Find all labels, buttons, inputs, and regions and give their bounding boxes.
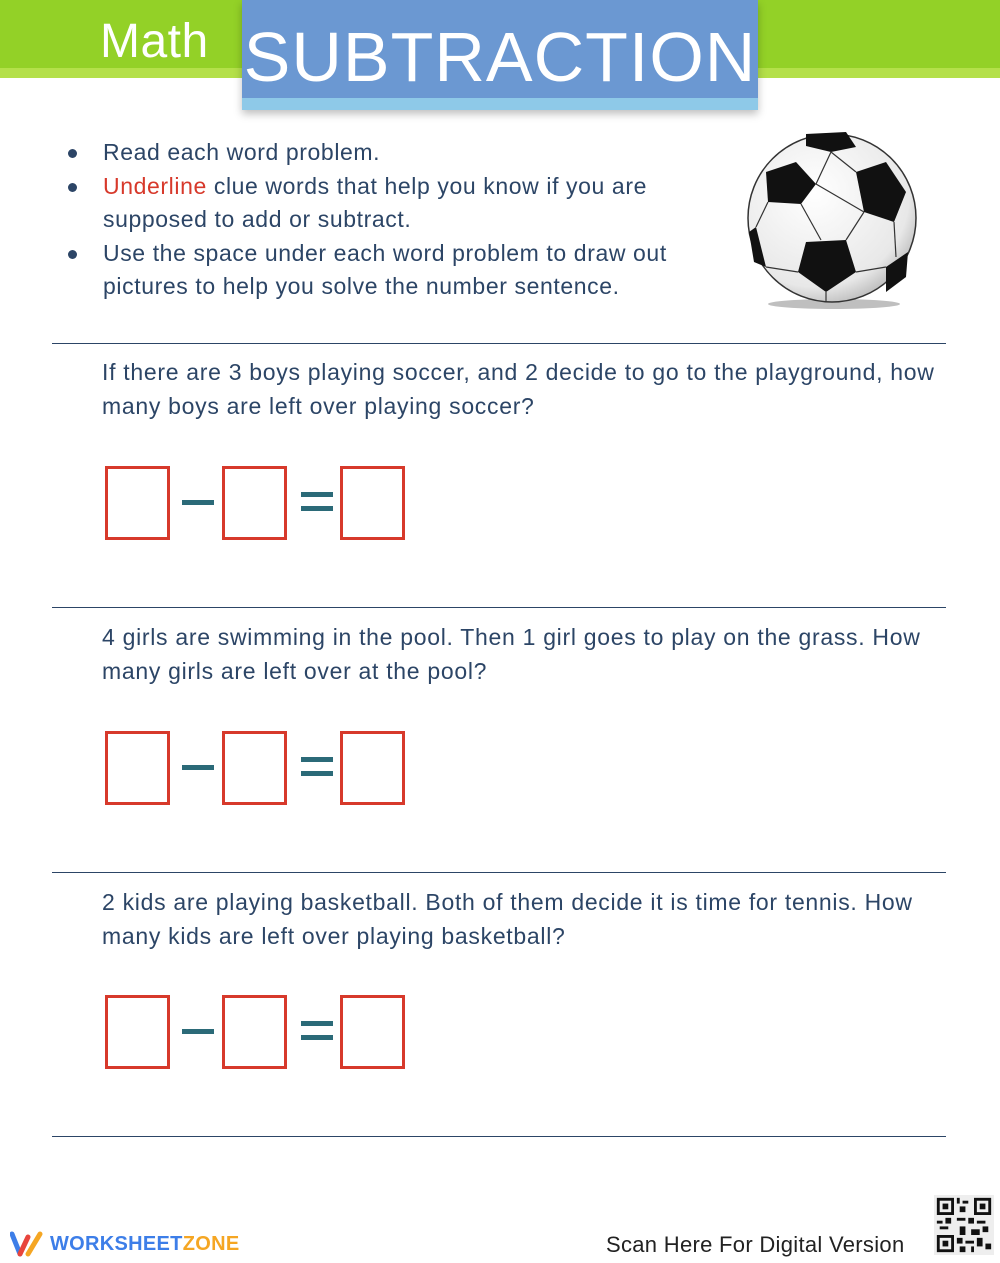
answer-box-2[interactable] bbox=[222, 466, 287, 540]
scan-label: Scan Here For Digital Version bbox=[606, 1232, 905, 1257]
equals-icon bbox=[301, 506, 333, 511]
answer-box-1[interactable] bbox=[105, 731, 170, 805]
answer-box-3[interactable] bbox=[340, 466, 405, 540]
problem-2-text: 4 girls are swimming in the pool. Then 1 girl goes to play on the grass. How many girls are left over at the pool? bbox=[102, 624, 921, 684]
bullet-icon bbox=[68, 183, 77, 192]
qr-code-icon[interactable] bbox=[934, 1195, 994, 1255]
answer-box-1[interactable] bbox=[105, 466, 170, 540]
answer-box-3[interactable] bbox=[340, 995, 405, 1069]
instruction-item bbox=[66, 170, 706, 237]
instructions-list bbox=[66, 136, 706, 304]
problem-1-text: If there are 3 boys playing soccer, and 2 decide to go to the playground, how many boys are left over playing soccer? bbox=[102, 359, 935, 419]
minus-icon bbox=[182, 500, 214, 505]
instruction-item bbox=[66, 136, 706, 170]
equals-icon bbox=[301, 771, 333, 776]
instruction-highlight: Underline bbox=[103, 172, 207, 199]
worksheetzone-logo[interactable] bbox=[10, 1229, 239, 1259]
bullet-icon bbox=[68, 149, 77, 158]
answer-box-2[interactable] bbox=[222, 731, 287, 805]
problem-3-equation bbox=[105, 995, 410, 1069]
soccer-ball-icon bbox=[746, 132, 918, 312]
instruction-text: Use the space under each word problem to draw out pictures to help you solve the number sentence. bbox=[103, 239, 667, 299]
equals-icon bbox=[301, 1021, 333, 1026]
divider bbox=[52, 1136, 946, 1137]
problem-3-text: 2 kids are playing basketball. Both of them decide it is time for tennis. How many kids are left over playing basketball? bbox=[102, 889, 913, 949]
bullet-icon bbox=[68, 250, 77, 259]
page-title: SUBTRACTION bbox=[243, 18, 757, 96]
divider bbox=[52, 607, 946, 608]
title-banner-strip bbox=[242, 98, 758, 110]
divider bbox=[52, 343, 946, 344]
minus-icon bbox=[182, 1029, 214, 1034]
logo-text: WORKSHEETZONE bbox=[50, 1232, 240, 1255]
equals-icon bbox=[301, 757, 333, 762]
answer-box-3[interactable] bbox=[340, 731, 405, 805]
minus-icon bbox=[182, 765, 214, 770]
instruction-text: clue words that help you know if you are supposed to add or subtract. bbox=[103, 172, 647, 232]
equals-icon bbox=[301, 1035, 333, 1040]
problem-1-equation bbox=[105, 466, 410, 540]
answer-box-1[interactable] bbox=[105, 995, 170, 1069]
title-banner bbox=[242, 0, 758, 110]
subject-label: Math bbox=[100, 15, 209, 68]
answer-box-2[interactable] bbox=[222, 995, 287, 1069]
divider bbox=[52, 872, 946, 873]
equals-icon bbox=[301, 492, 333, 497]
logo-mark-icon bbox=[10, 1231, 44, 1257]
instruction-item bbox=[66, 237, 706, 304]
instruction-text: Read each word problem. bbox=[103, 139, 381, 165]
problem-2-equation bbox=[105, 731, 410, 805]
